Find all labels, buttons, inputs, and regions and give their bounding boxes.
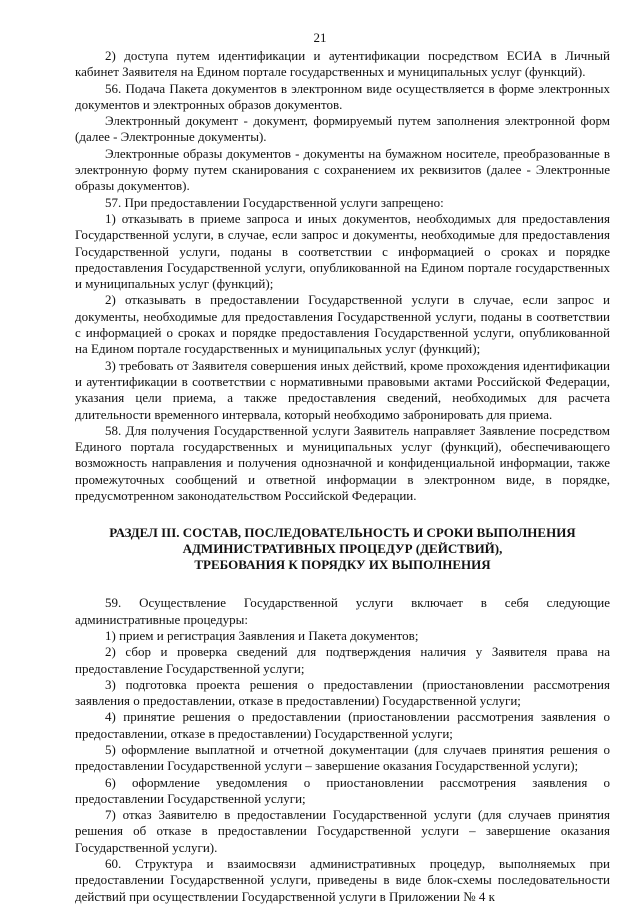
paragraph: 56. Подача Пакета документов в электронном виде осуществляется в форме электронных документов и электронных образов документов. [75,80,610,112]
paragraph: 1) отказывать в приеме запроса и иных документов, необходимых для предоставления Государственной услуги, в случае, если запрос и документы, необходимые для предоставления Государственной услуги, поданы в соответствии с информацией о сроках и порядке предоставления Государственной услуги, опубликованной на Едином портале государственных и муниципальных услуг (функций); [75,210,610,292]
paragraph: 59. Осуществление Государственной услуги включает в себя следующие административные процедуры: [75,595,610,627]
paragraph: Электронный документ - документ, формируемый путем заполнения электронной форм (далее - Электронные документы). [75,113,610,145]
paragraph: 4) принятие решения о предоставлении (приостановлении рассмотрения заявления о предоставлении, отказе в предоставлении) Государственной услуги; [75,709,610,741]
paragraph: 58. Для получения Государственной услуги Заявитель направляет Заявление посредством Единого портала государственных и муниципальных услуг (функций), обеспечивающего возможность направления и получения однозначной и конфиденциальной информации, также промежуточных сообщений и ответной информации в электронном виде, в порядке, предусмотренном законодательством Российской Федерации. [75,422,610,504]
section-heading-line: РАЗДЕЛ III. СОСТАВ, ПОСЛЕДОВАТЕЛЬНОСТЬ И СРОКИ ВЫПОЛНЕНИЯ [109,525,576,541]
paragraph: 60. Структура и взаимосвязи административных процедур, выполняемых при предоставлении Государственной услуги, приведены в виде блок-схемы последовательности действий при осуществлении Государственной услуги в Приложении № 4 к [75,856,610,904]
paragraph: 57. При предоставлении Государственной услуги запрещено: [105,194,444,210]
paragraph: 6) оформление уведомления о приостановлении рассмотрения заявления о предоставлении Государственной услуги; [75,774,610,806]
paragraph: 3) подготовка проекта решения о предоставлении (приостановлении рассмотрения заявления о предоставлении, отказе в предоставлении) Государственной услуги; [75,676,610,709]
section-heading-line: АДМИНИСТРАТИВНЫХ ПРОЦЕДУР (ДЕЙСТВИЙ), [182,541,503,557]
paragraph: 2) сбор и проверка сведений для подтверждения наличия у Заявителя права на предоставление Государственной услуги; [75,644,610,676]
section-heading [75,525,610,573]
paragraph: 7) отказ Заявителю в предоставлении Государственной услуги (для случаев принятия решения об отказе в предоставлении Государственной услуги – завершение оказания Государственной услуги). [75,807,610,855]
paragraph: 5) оформление выплатной и отчетной документации (для случаев принятия решения о предоставлении Государственной услуги – завершение оказания Государственной услуги); [75,741,610,774]
paragraph: 2) отказывать в предоставлении Государственной услуги в случае, если запрос и документы, необходимые для предоставления Государственной услуги, поданы в соответствии с информацией о сроках и порядке предоставления Государственной услуги, опубликованной на Едином портале государственных и муниципальных услуг (функций); [75,292,610,357]
paragraph: 3) требовать от Заявителя совершения иных действий, кроме прохождения идентификации и аутентификации в соответствии с нормативными правовыми актами Российской Федерации, указания цели приема, а также предоставления сведений, необходимых для расчета длительности временного интервала, который необходимо забронировать для приема. [75,357,610,422]
section-heading-line: ТРЕБОВАНИЯ К ПОРЯДКУ ИХ ВЫПОЛНЕНИЯ [194,557,491,573]
page-number: 21 [313,30,327,45]
paragraph: 1) прием и регистрация Заявления и Пакета документов; [105,627,419,643]
document-body [75,48,610,905]
paragraph: 2) доступа путем идентификации и аутентификации посредством ЕСИА в Личный кабинет Заявителя на Едином портале государственных и муниципальных услуг (функций). [75,48,610,80]
paragraph: Электронные образы документов - документы на бумажном носителе, преобразованные в электронную форму путем сканирования с сохранением их реквизитов (далее - Электронные образы документов). [75,145,610,194]
